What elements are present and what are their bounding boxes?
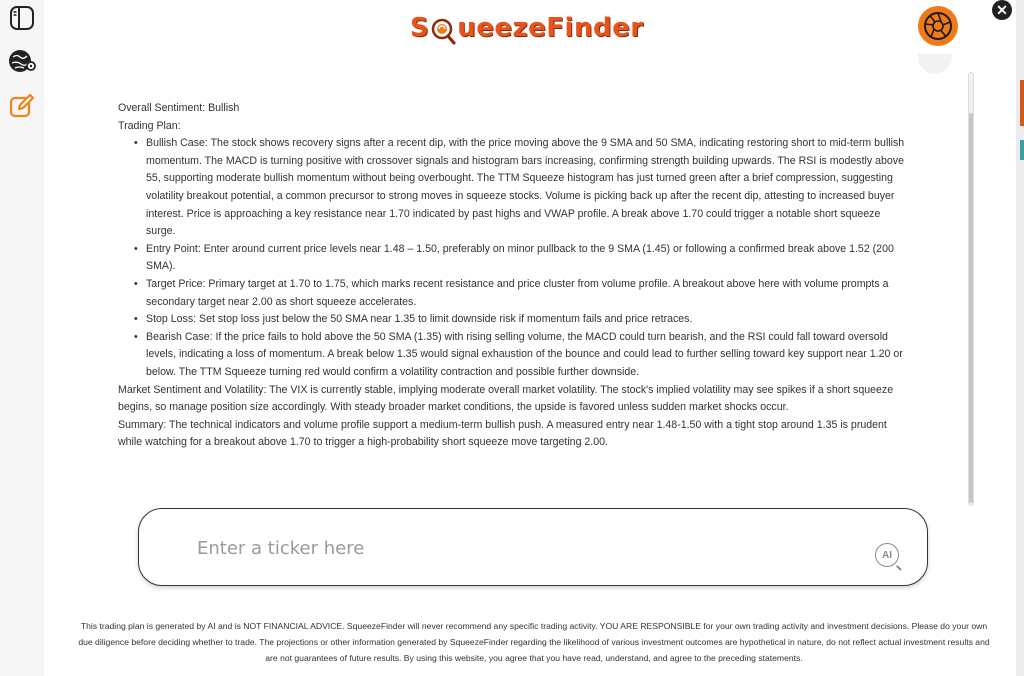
overall-sentiment: Overall Sentiment: Bullish bbox=[118, 102, 240, 114]
plan-entry-point: • Entry Point: Enter around current price levels near 1.48 – 1.50, preferably on minor pullback to the 9 SMA (1.45) or following a confirmed break above 1.52 (200 SMA). bbox=[134, 241, 908, 276]
left-rail bbox=[0, 0, 44, 676]
content-scrollbar[interactable] bbox=[968, 72, 974, 506]
analysis-panel bbox=[44, 0, 1016, 676]
market-sentiment: Market Sentiment and Volatility: The VIX is currently stable, implying moderate overall market volatility. The stock's implied volatility may see spikes if a short squeeze begins, so manage position size accordingly. With steady broader market conditions, the upside is favored unless sudden market shocks occur. bbox=[118, 383, 894, 414]
plan-bullish-case: • Bullish Case: The stock shows recovery signs after a recent dip, with the price moving above the 9 SMA and 50 SMA, indicating restoring short to mid-term bullish momentum. The MACD is turning positive with crossover signals and histogram bars increasing, confirming strength building upwards. The RSI is modestly above 55, supporting moderate bullish momentum without being overbought. The TTM Squeeze histogram has just turned green after a brief compression, suggesting volatility breakout potential, a common precursor to strong moves in squeeze stocks. Volume is picking back up after the recent dip, attesting to increased buyer interest. Price is approaching a key resistance near 1.70 indicated by past highs and VWAP profile. A break above 1.70 could trigger a notable short squeeze surge. bbox=[134, 135, 908, 241]
ticker-input[interactable] bbox=[197, 535, 797, 561]
squeezefinder-logo bbox=[410, 8, 644, 48]
ai-search-button[interactable]: AI bbox=[875, 543, 899, 567]
logo-text-start: S bbox=[410, 13, 430, 43]
analysis-content bbox=[118, 100, 908, 480]
plan-target-price: • Target Price: Primary target at 1.70 to 1.75, which marks recent resistance and price cluster from volume profile. A breakout above here with volume prompts a secondary target near 2.00 as short squeeze accelerates. bbox=[134, 276, 908, 311]
aperture-icon bbox=[922, 10, 954, 42]
summary: Summary: The technical indicators and volume profile support a medium-term bullish push. A measured entry near 1.48-1.50 with a tight stop around 1.35 is prudent while watching for a breakout above 1.70 to trigger a high-probability short squeeze move targeting 2.00. bbox=[118, 418, 887, 449]
trading-plan-list bbox=[134, 135, 908, 381]
plan-bearish-case: • Bearish Case: If the price fails to hold above the 50 SMA (1.35) with rising selling volume, the MACD could turn bearish, and the RSI could fall toward oversold levels, indicating a loss of momentum. A break below 1.35 would signal exhaustion of the bounce and could lead to further selling toward key support near 1.20 or below. The TTM Squeeze turning red would confirm a volatility contraction and possible further downside. bbox=[134, 329, 908, 382]
sidebar-toggle-icon[interactable] bbox=[8, 4, 36, 32]
user-avatar[interactable] bbox=[918, 6, 958, 46]
scroll-fade-indicator bbox=[918, 54, 952, 74]
disclaimer-text: This trading plan is generated by AI and is NOT FINANCIAL ADVICE. SqueezeFinder will never recommend any specific trading activity. YOU ARE RESPONSIBLE for your own trading activity and investment decisions. Please do your own due diligence before deciding whether to trade. The projections or other information generated by SqueezeFinder regarding the likelihood of various investment outcomes are hypothetical in nature, do not reflect actual investment results and are not guarantees of future results. By using this website, you agree that you have read, understand, and agree to the preceding statements. bbox=[78, 621, 990, 663]
close-button[interactable]: ✕ bbox=[992, 0, 1012, 20]
trading-plan-label: Trading Plan: bbox=[118, 119, 181, 132]
logo-text-end: ueezeFinder bbox=[457, 13, 644, 43]
magnifier-icon bbox=[430, 17, 456, 43]
new-chat-icon[interactable] bbox=[8, 92, 36, 120]
ticker-input-box bbox=[138, 508, 928, 586]
plan-stop-loss: • Stop Loss: Set stop loss just below the 50 SMA near 1.35 to limit downside risk if momentum fails and price retraces. bbox=[134, 311, 908, 329]
background-edge bbox=[1016, 0, 1024, 676]
globe-icon[interactable] bbox=[8, 48, 36, 76]
scrollbar-thumb[interactable] bbox=[969, 113, 973, 503]
